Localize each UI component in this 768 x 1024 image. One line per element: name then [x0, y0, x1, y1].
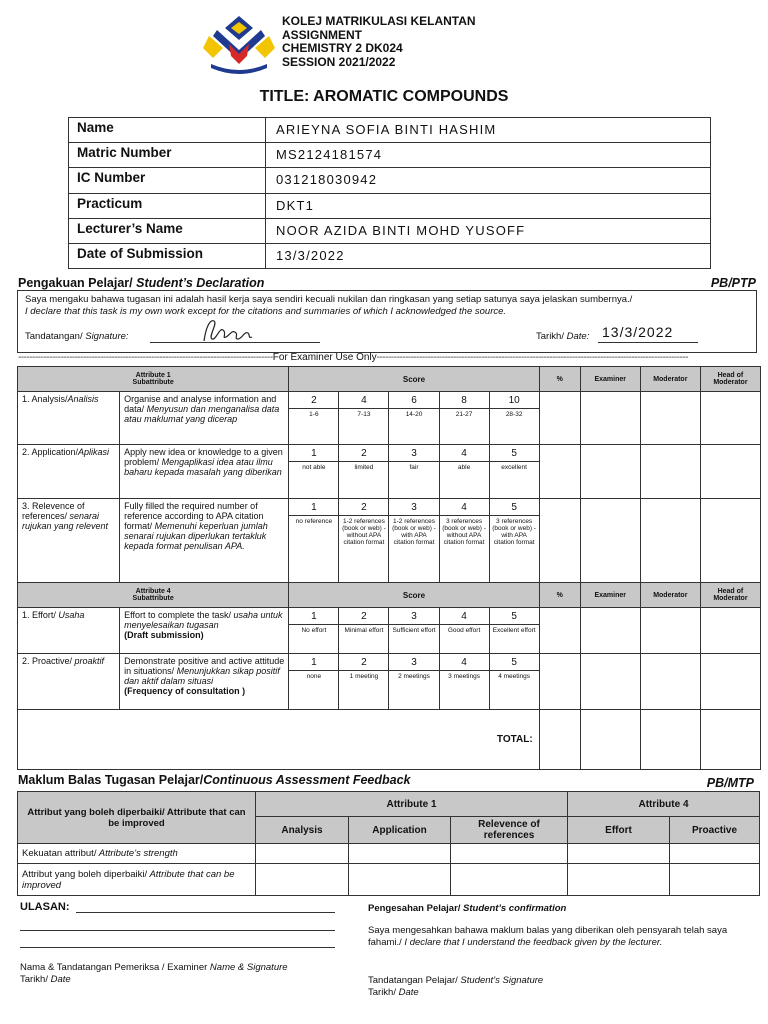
signature-label-en: Signature:: [82, 331, 129, 342]
declaration-date: 13/3/2022: [602, 324, 674, 340]
ulasan-line[interactable]: [20, 947, 335, 948]
rubric-row: [18, 499, 761, 583]
attribute-1-label: Attribute 1: [135, 372, 171, 379]
attribute-name: 1. Effort/: [22, 610, 56, 620]
rubric-header-4: [18, 583, 761, 608]
rubric-description: [120, 654, 289, 710]
score-value: 4: [440, 608, 489, 625]
score-cell[interactable]: [389, 445, 439, 499]
rubric-attribute: [18, 499, 120, 583]
rubric-attribute: [18, 445, 120, 499]
score-value: 2: [339, 445, 388, 462]
score-value: 1: [289, 654, 338, 671]
percent-header: %: [539, 583, 580, 608]
score-level: fair: [409, 464, 419, 471]
score-cell[interactable]: [289, 608, 339, 654]
description-ms: Menyusun dan menganalisa data atau maklumat yang dicerap: [124, 404, 280, 424]
score-level: 28-32: [505, 411, 523, 418]
percent-cell[interactable]: [539, 392, 580, 445]
total-moderator[interactable]: [640, 710, 700, 770]
score-value: 3: [389, 654, 438, 671]
score-value: 8: [440, 392, 489, 409]
score-value: 1: [289, 499, 338, 516]
score-cell[interactable]: [289, 654, 339, 710]
score-value: 2: [339, 608, 388, 625]
header-block: [282, 15, 476, 69]
percent-cell[interactable]: [539, 654, 580, 710]
score-value: 4: [440, 499, 489, 516]
strength-cell[interactable]: [568, 844, 670, 864]
handwritten-signature: [198, 317, 258, 345]
percent-cell[interactable]: [539, 608, 580, 654]
strength-label-ms: Kekuatan attribut/: [22, 848, 97, 859]
score-value: 2: [339, 654, 388, 671]
declaration-title-en: Student’s Declaration: [132, 276, 265, 290]
feedback-corner-en: Attribute that can be improved: [108, 806, 246, 829]
date-label: [536, 331, 589, 342]
attribute-4-header: [18, 583, 289, 608]
score-cell[interactable]: [439, 608, 489, 654]
score-level: 2 meetings: [398, 673, 430, 680]
score-level: 21-27: [455, 411, 473, 418]
examiner-header: Examiner: [580, 583, 640, 608]
info-row: [69, 118, 711, 143]
feedback-table: [17, 791, 760, 896]
rubric-description: [120, 445, 289, 499]
description-ms: usaha untuk menyelesaikan tugasan: [124, 610, 283, 630]
score-cell[interactable]: [339, 445, 389, 499]
moderator-header: Moderator: [640, 583, 700, 608]
score-level: excellent: [501, 464, 527, 471]
date-label-en: Date:: [563, 331, 590, 342]
attribute-name-ms: Usaha: [55, 610, 85, 620]
score-cell[interactable]: [439, 654, 489, 710]
info-label: Matric Number: [69, 143, 266, 168]
head-moderator-cell[interactable]: [700, 608, 760, 654]
feedback-corner: [18, 792, 256, 844]
score-value: 10: [490, 392, 539, 409]
feedback-head-row: [18, 792, 760, 817]
score-value: 5: [490, 608, 539, 625]
student-date-line: [368, 987, 543, 999]
info-row: [69, 143, 711, 168]
description-ms: Menunjukkan sikap positif dan aktif dalam situasi: [124, 666, 280, 686]
declaration-box: [17, 290, 757, 353]
info-label: Practicum: [69, 193, 266, 218]
examiner-date-ms: Tarikh/: [20, 974, 48, 985]
score-cell[interactable]: [489, 445, 539, 499]
examiner-cell[interactable]: [580, 392, 640, 445]
attribute-name: 2. Application/: [22, 447, 79, 457]
info-row: [69, 243, 711, 268]
score-level: 1-2 references (book or web) - with APA citation format: [392, 518, 436, 546]
score-level: 3 meetings: [448, 673, 480, 680]
signature-label: [25, 331, 129, 342]
percent-cell[interactable]: [539, 499, 580, 583]
declaration-code: PB/PTP: [710, 276, 756, 290]
ulasan-line[interactable]: [76, 912, 335, 913]
attribute-name-ms: Aplikasi: [78, 447, 110, 457]
examiner-use-label: For Examiner Use Only: [272, 352, 377, 363]
improve-cell[interactable]: [349, 864, 451, 896]
strength-cell[interactable]: [349, 844, 451, 864]
info-value: ARIEYNA SOFIA BINTI HASHIM: [266, 118, 711, 143]
subattribute-label: Subattribute: [132, 595, 174, 602]
score-cell[interactable]: [489, 499, 539, 583]
head-moderator-header: Head of Moderator: [700, 583, 760, 608]
rubric-row: [18, 445, 761, 499]
head-moderator-cell[interactable]: [700, 445, 760, 499]
info-row: [69, 218, 711, 243]
moderator-cell[interactable]: [640, 499, 700, 583]
examiner-header: Examiner: [580, 367, 640, 392]
info-value: MS2124181574: [266, 143, 711, 168]
attribute-name-ms: proaktif: [72, 656, 105, 666]
student-date-en: Date: [395, 987, 419, 998]
examiner-name-signature: [20, 962, 288, 986]
feedback-corner-ms: Attribut yang boleh diperbaiki/: [27, 806, 165, 818]
rubric-header-1: [18, 367, 761, 392]
declaration-title: [18, 276, 264, 290]
score-cell[interactable]: [439, 499, 489, 583]
course-name: CHEMISTRY 2 DK024: [282, 41, 403, 56]
info-value: NOOR AZIDA BINTI MOHD YUSOFF: [266, 218, 711, 243]
info-row: [69, 168, 711, 193]
rubric-description: [120, 608, 289, 654]
score-cell[interactable]: [289, 445, 339, 499]
strength-cell[interactable]: [451, 844, 568, 864]
page-title: TITLE: AROMATIC COMPOUNDS: [259, 88, 509, 105]
examiner-date-line: [20, 974, 288, 986]
improve-label-en: Attribute that can be improved: [22, 868, 235, 891]
total-percent[interactable]: [539, 710, 580, 770]
description-note: (Draft submission): [124, 630, 204, 640]
score-value: 3: [389, 608, 438, 625]
improve-label: [18, 864, 256, 896]
date-label-ms: Tarikh/: [536, 331, 564, 342]
confirm-text-ms: Saya mengesahkan bahawa maklum balas yang diberikan oleh pensyarah telah saya fahami./: [368, 925, 728, 948]
score-cell[interactable]: [339, 392, 389, 445]
strength-label-en: Attribute’s strength: [96, 848, 178, 859]
strength-cell[interactable]: [670, 844, 760, 864]
attribute-1-rows: [18, 392, 761, 583]
info-label: Name: [69, 118, 266, 143]
examiner-label-ms: Nama & Tandatangan Pemeriksa / Examiner: [20, 962, 210, 973]
improve-cell[interactable]: [670, 864, 760, 896]
score-cell[interactable]: [339, 654, 389, 710]
score-cell[interactable]: [489, 654, 539, 710]
attribute-name: 1. Analysis/: [22, 394, 68, 404]
feedback-code: PB/MTP: [706, 776, 754, 790]
date-line: [598, 342, 698, 343]
description-en: Apply new idea or knowledge to a given problem/: [124, 447, 283, 467]
student-confirmation-title: [368, 903, 566, 914]
score-value: 1: [289, 608, 338, 625]
rubric-description: [120, 392, 289, 445]
score-cell[interactable]: [389, 654, 439, 710]
percent-cell[interactable]: [539, 445, 580, 499]
percent-header: %: [539, 367, 580, 392]
feedback-col-application: Application: [349, 817, 451, 844]
subattribute-label: Subattribute: [132, 379, 174, 386]
rubric-row: [18, 608, 761, 654]
attribute-name-ms: Analisis: [67, 394, 99, 404]
attribute-name: 3. Relevence of references/: [22, 501, 85, 521]
moderator-cell[interactable]: [640, 392, 700, 445]
dash-left: ------------------------------------------------------------------------------------------: [18, 352, 273, 363]
score-value: 5: [490, 499, 539, 516]
score-cell[interactable]: [339, 499, 389, 583]
rubric-attribute: [18, 392, 120, 445]
attribute-1-header: [18, 367, 289, 392]
strength-cell[interactable]: [256, 844, 349, 864]
feedback-attribute-4: Attribute 4: [568, 792, 760, 817]
score-value: 3: [389, 499, 438, 516]
score-level: No effort: [301, 627, 327, 634]
score-value: 1: [289, 445, 338, 462]
score-cell[interactable]: [439, 392, 489, 445]
score-level: 1-2 references (book or web) - without APA citation format: [342, 518, 386, 546]
rubric-attribute: [18, 654, 120, 710]
attribute-4-rows: [18, 608, 761, 710]
examiner-cell[interactable]: [580, 445, 640, 499]
score-level: 1 meeting: [349, 673, 379, 680]
confirm-title-ms: Pengesahan Pelajar/: [368, 903, 461, 914]
examiner-cell[interactable]: [580, 499, 640, 583]
head-moderator-cell[interactable]: [700, 392, 760, 445]
score-cell[interactable]: [339, 608, 389, 654]
moderator-cell[interactable]: [640, 654, 700, 710]
confirm-title-en: Student’s confirmation: [460, 903, 567, 914]
feedback-improve-row: [18, 864, 760, 896]
improve-cell[interactable]: [568, 864, 670, 896]
score-value: 2: [339, 499, 388, 516]
ulasan-label: ULASAN:: [20, 901, 70, 913]
feedback-col-proactive: Proactive: [670, 817, 760, 844]
examiner-name-line: [20, 962, 288, 974]
rubric-row: [18, 654, 761, 710]
college-name: KOLEJ MATRIKULASI KELANTAN: [282, 14, 476, 28]
score-level: Minimal effort: [344, 627, 384, 634]
score-cell[interactable]: [389, 608, 439, 654]
score-level: Sufficient effort: [392, 627, 436, 634]
info-label: Date of Submission: [69, 243, 266, 268]
moderator-cell[interactable]: [640, 445, 700, 499]
info-value: DKT1: [266, 193, 711, 218]
score-value: 5: [490, 654, 539, 671]
score-cell[interactable]: [289, 499, 339, 583]
declaration-title-ms: Pengakuan Pelajar/: [18, 276, 133, 290]
student-date-ms: Tarikh/: [368, 987, 396, 998]
score-level: 7-13: [357, 411, 371, 418]
session: SESSION 2021/2022: [282, 54, 396, 69]
description-ms: Mengaplikasi idea atau ilmu baharu kepada masalah yang diberikan: [124, 457, 282, 477]
feedback-col-analysis: Analysis: [256, 817, 349, 844]
feedback-col-relevence: Relevence of references: [451, 817, 568, 844]
info-value: 031218030942: [266, 168, 711, 193]
score-level: 4 meetings: [498, 673, 531, 680]
total-row: [18, 710, 761, 770]
score-value: 5: [490, 445, 539, 462]
score-level: none: [306, 673, 322, 680]
rubric-description: [120, 499, 289, 583]
declaration-text: [25, 294, 753, 318]
ulasan-line[interactable]: [20, 930, 335, 931]
feedback-attribute-1: Attribute 1: [256, 792, 568, 817]
score-level: 3 references (book or web) - without APA citation format: [442, 518, 486, 546]
score-cell[interactable]: [489, 392, 539, 445]
improve-label-ms: Attribut yang boleh diperbaiki/: [22, 868, 148, 880]
moderator-cell[interactable]: [640, 608, 700, 654]
student-signature-line: [368, 975, 543, 987]
confirm-text-en: I declare that I understand the feedback given by the lecturer.: [401, 936, 663, 948]
info-label: Lecturer’s Name: [69, 218, 266, 243]
score-header: Score: [289, 367, 539, 392]
score-level: 14-20: [405, 411, 423, 418]
improve-cell[interactable]: [256, 864, 349, 896]
student-info-table: [68, 117, 711, 269]
student-sig-en: Student’s Signature: [457, 975, 544, 986]
college-logo: [203, 14, 275, 76]
rubric-table: [17, 366, 761, 770]
rubric-row: [18, 392, 761, 445]
head-moderator-header: Head of Moderator: [700, 367, 760, 392]
description-en: Effort to complete the task/: [124, 610, 232, 620]
info-label: IC Number: [69, 168, 266, 193]
score-value: 2: [289, 392, 338, 409]
score-cell[interactable]: [389, 499, 439, 583]
score-value: 4: [440, 654, 489, 671]
feedback-title-en: Continuous Assessment Feedback: [203, 773, 411, 787]
score-level: not able: [302, 464, 326, 471]
examiner-date-en: Date: [47, 974, 71, 985]
attribute-name-ms: senarai rujukan yang relevent: [22, 511, 109, 531]
score-level: 1-6: [309, 411, 319, 418]
description-en: Demonstrate positive and active attitude in situations/: [124, 656, 285, 676]
score-cell[interactable]: [289, 392, 339, 445]
score-level: Excellent effort: [492, 627, 536, 634]
info-value: 13/3/2022: [266, 243, 711, 268]
total-examiner[interactable]: [580, 710, 640, 770]
dash-right: --------------------------------------------------------------------------------------------------------------: [376, 352, 688, 363]
examiner-cell[interactable]: [580, 608, 640, 654]
examiner-label-en: Name & Signature: [209, 962, 288, 973]
score-level: no reference: [295, 518, 333, 525]
score-value: 4: [440, 445, 489, 462]
feedback-title-ms: Maklum Balas Tugasan Pelajar/: [18, 773, 204, 787]
score-value: 3: [389, 445, 438, 462]
description-en: Fully filled the required number of reference according to APA citation format/: [124, 501, 264, 531]
doc-type: ASSIGNMENT: [282, 27, 363, 42]
score-cell[interactable]: [489, 608, 539, 654]
head-moderator-cell[interactable]: [700, 654, 760, 710]
score-value: 4: [339, 392, 388, 409]
score-level: Good effort: [447, 627, 481, 634]
declaration-text-ms: Saya mengaku bahawa tugasan ini adalah hasil kerja saya sendiri kecuali nukilan dan ringkasan yang setiap satunya saya jelaskan sumbernya./: [25, 294, 633, 305]
score-level: able: [457, 464, 471, 471]
attribute-name: 2. Proactive/: [22, 656, 73, 666]
score-cell[interactable]: [389, 392, 439, 445]
total-label: TOTAL:: [18, 710, 540, 770]
score-level: 3 references (book or web) - with APA citation format: [492, 518, 536, 546]
description-en: Organise and analyse information and data/: [124, 394, 277, 414]
improve-cell[interactable]: [451, 864, 568, 896]
description-ms: Memenuhi keperluan jumlah senarai rujukan diperlukan tertakluk kepada format penulisan APA.: [124, 521, 268, 551]
student-confirmation-text: [368, 925, 743, 948]
examiner-cell[interactable]: [580, 654, 640, 710]
attribute-4-label: Attribute 4: [135, 588, 171, 595]
score-level: limited: [354, 464, 374, 471]
total-head-moderator[interactable]: [700, 710, 760, 770]
signature-label-ms: Tandatangan/: [25, 331, 83, 342]
declaration-text-en: I declare that this task is my own work except for the citations and summaries of which I acknowledged the source.: [25, 306, 507, 317]
score-cell[interactable]: [439, 445, 489, 499]
feedback-strength-row: [18, 844, 760, 864]
score-value: 6: [389, 392, 438, 409]
moderator-header: Moderator: [640, 367, 700, 392]
strength-label: [18, 844, 256, 864]
student-sig-ms: Tandatangan Pelajar/: [368, 975, 458, 986]
description-note: (Frequency of consultation ): [124, 686, 246, 696]
head-moderator-cell[interactable]: [700, 499, 760, 583]
examiner-use-separator: [18, 352, 758, 363]
feedback-col-effort: Effort: [568, 817, 670, 844]
score-header: Score: [289, 583, 539, 608]
student-signature-block: [368, 975, 543, 999]
info-row: [69, 193, 711, 218]
rubric-attribute: [18, 608, 120, 654]
feedback-title: [18, 773, 411, 787]
